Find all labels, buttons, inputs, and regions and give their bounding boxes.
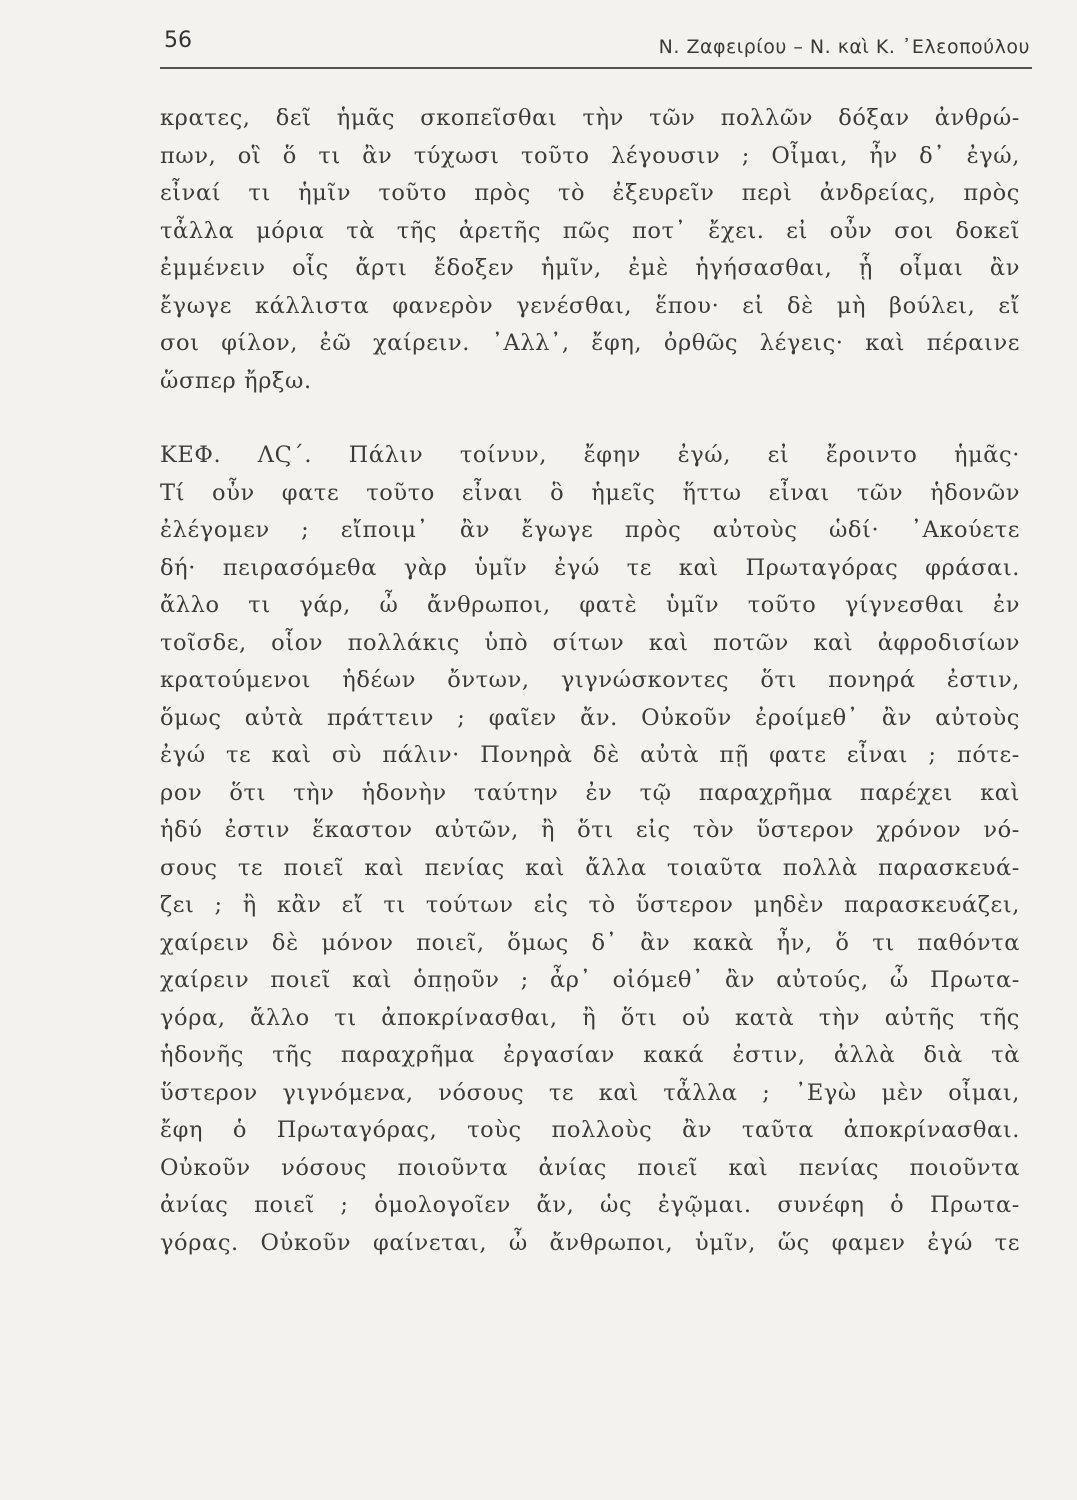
- page-header: [160, 22, 1030, 66]
- text-line: σους τε ποιεῖ καὶ πενίας καὶ ἄλλα τοιαῦτα πολλὰ παρασκευά-: [160, 854, 1020, 881]
- paragraph-1: [160, 100, 1020, 400]
- text-line: χαίρειν ποιεῖ καὶ ὁπῃοῦν ; ἆρ᾿ οἰόμεθ᾿ ἂν αὐτούς, ὦ Πρωτα-: [160, 967, 1020, 993]
- text-line: ὕστερον γιγνόμενα, νόσους τε καὶ τἆλλα ; ᾿Εγὼ μὲν οἶμαι,: [160, 1079, 1020, 1106]
- text-line: ζει ; ἢ κἂν εἴ τι τούτων εἰς τὸ ὕστερον μηδὲν παρασκευάζει,: [160, 892, 1020, 918]
- text-line: ὅμως αὐτὰ πράττειν ; φαῖεν ἄν. Οὐκοῦν ἐροίμεθ᾿ ἂν αὐτοὺς: [160, 704, 1020, 731]
- text-line: τἆλλα μόρια τὰ τῆς ἀρετῆς πῶς ποτ᾿ ἔχει. εἰ οὖν σοι δοκεῖ: [160, 217, 1020, 244]
- body-text: [160, 100, 1020, 1262]
- running-head: Ν. Ζαφειρίου – Ν. καὶ Κ. ᾿Ελεοπούλου: [658, 36, 1030, 58]
- text-line: ρον ὅτι τὴν ἡδονὴν ταύτην ἐν τῷ παραχρῆμα παρέχει καὶ: [160, 779, 1020, 806]
- chapter-heading-line: ΚΕΦ. ΛϚ΄. Πάλιν τοίνυν, ἔφην ἐγώ, εἰ ἔροιντο ἡμᾶς·: [160, 442, 1020, 468]
- text-line: ἀνίας ποιεῖ ; ὁμολογοῖεν ἄν, ὡς ἐγῷμαι. συνέφη ὁ Πρωτα-: [160, 1192, 1020, 1218]
- header-rule: [160, 67, 1032, 69]
- text-line: κρατες, δεῖ ἡμᾶς σκοπεῖσθαι τὴν τῶν πολλῶν δόξαν ἀνθρώ-: [160, 105, 1020, 131]
- text-line: ἐλέγομεν ; εἴποιμ᾿ ἂν ἔγωγε πρὸς αὐτοὺς ὡδί· ᾿Ακούετε: [160, 517, 1020, 543]
- text-line: χαίρειν δὲ μόνον ποιεῖ, ὅμως δ᾿ ἂν κακὰ ἦν, ὅ τι παθόντα: [160, 929, 1020, 956]
- text-line: γόρα, ἄλλο τι ἀποκρίνασθαι, ἢ ὅτι οὐ κατὰ τὴν αὐτῆς τῆς: [160, 1004, 1020, 1031]
- text-line: ἐγώ τε καὶ σὺ πάλιν· Πονηρὰ δὲ αὐτὰ πῇ φατε εἶναι ; πότε-: [160, 742, 1020, 768]
- text-line: ἔγωγε κάλλιστα φανερὸν γενέσθαι, ἕπου· εἰ δὲ μὴ βούλει, εἴ: [160, 292, 1020, 319]
- text-line: ἔφη ὁ Πρωταγόρας, τοὺς πολλοὺς ἂν ταῦτα ἀποκρίνασθαι.: [160, 1117, 1020, 1143]
- paragraph-gap: [160, 400, 1020, 437]
- text-line: ἡδύ ἐστιν ἕκαστον αὐτῶν, ἢ ὅτι εἰς τὸν ὕστερον χρόνον νό-: [160, 817, 1020, 843]
- text-line: κρατούμενοι ἡδέων ὄντων, γιγνώσκοντες ὅτι πονηρά ἐστιν,: [160, 667, 1020, 693]
- text-line: τοῖσδε, οἷον πολλάκις ὑπὸ σίτων καὶ ποτῶν καὶ ἀφροδισίων: [160, 629, 1020, 656]
- text-line: πων, οἳ ὅ τι ἂν τύχωσι τοῦτο λέγουσιν ; Οἶμαι, ἦν δ᾿ ἐγώ,: [160, 142, 1020, 169]
- text-line: γόρας. Οὐκοῦν φαίνεται, ὦ ἄνθρωποι, ὑμῖν, ὥς φαμεν ἐγώ τε: [160, 1229, 1020, 1256]
- text-line: Οὐκοῦν νόσους ποιοῦντα ἀνίας ποιεῖ καὶ πενίας ποιοῦντα: [160, 1154, 1020, 1181]
- text-line: Τί οὖν φατε τοῦτο εἶναι ὃ ἡμεῖς ἥττω εἶναι τῶν ἡδονῶν: [160, 479, 1020, 506]
- paragraph-2: [160, 437, 1020, 1262]
- text-line: ἡδονῆς τῆς παραχρῆμα ἐργασίαν κακά ἐστιν, ἀλλὰ διὰ τὰ: [160, 1042, 1020, 1068]
- text-line: ἄλλο τι γάρ, ὦ ἄνθρωποι, φατὲ ὑμῖν τοῦτο γίγνεσθαι ἐν: [160, 592, 1020, 618]
- text-line: δή· πειρασόμεθα γὰρ ὑμῖν ἐγώ τε καὶ Πρωταγόρας φράσαι.: [160, 554, 1020, 581]
- text-line: ἐμμένειν οἷς ἄρτι ἔδοξεν ἡμῖν, ἐμὲ ἡγήσασθαι, ᾗ οἶμαι ἂν: [160, 255, 1020, 281]
- text-line: εἶναί τι ἡμῖν τοῦτο πρὸς τὸ ἐξευρεῖν περὶ ἀνδρείας, πρὸς: [160, 180, 1020, 206]
- text-line: σοι φίλον, ἐῶ χαίρειν. ᾿Αλλ᾿, ἔφη, ὀρθῶς λέγεις· καὶ πέραινε: [160, 330, 1020, 356]
- page-number: 56: [164, 28, 192, 53]
- text-line: ὥσπερ ἤρξω.: [160, 367, 312, 394]
